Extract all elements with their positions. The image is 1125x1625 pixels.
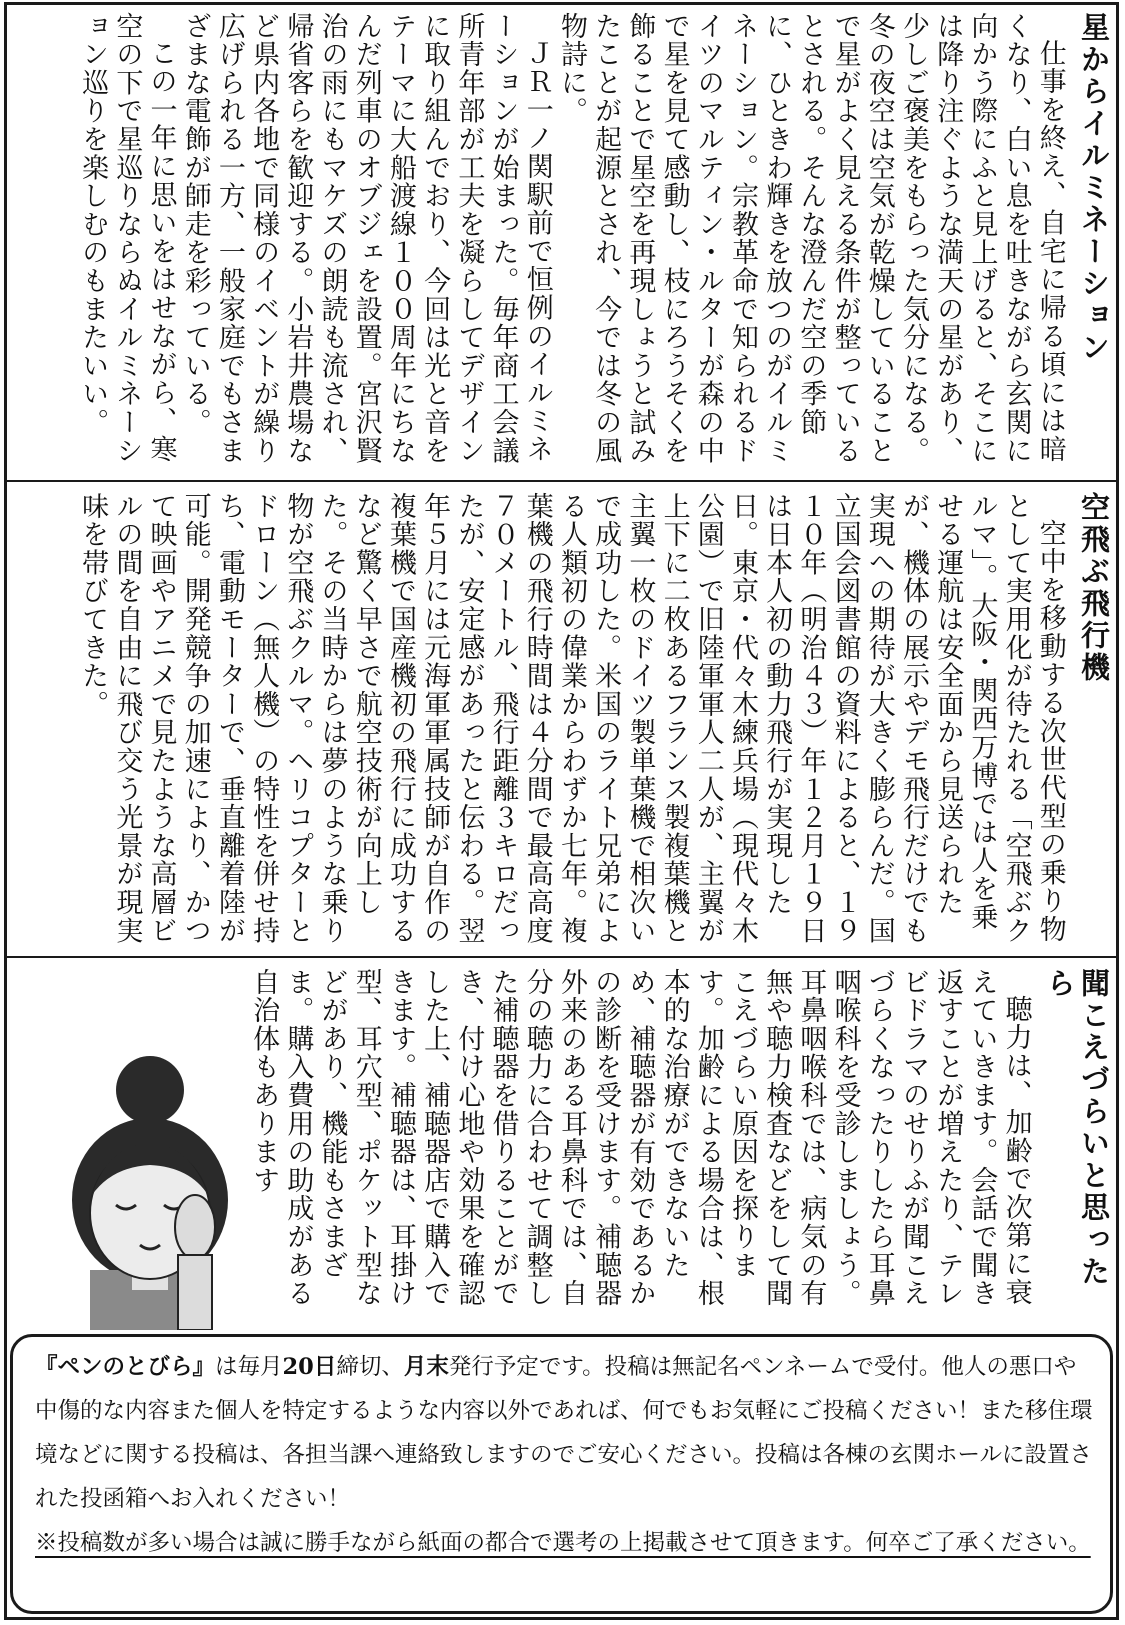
article-stars-illumination xyxy=(4,2,1119,480)
submission-notice xyxy=(10,1334,1113,1614)
hand xyxy=(175,1195,215,1259)
article-paragraph: 仕事を終え、自宅に帰る頃には暗くなり、白い息を吐きながら玄関に向かう際にふと見上げると、そこには降り注ぐような満天の星があり、少しご褒美をもらった気分になる。冬の夜空は空気が乾燥していることで星がよく見える条件が整っているとされる。そんな澄んだ空の季節に、ひときわ輝きを放つのがイルミネーション。宗教革命で知られるドイツのマルティン・ルターが森の中で星を見て感動し、枝にろうそくを飾ることで星空を再現しょうと試みたことが起源とされ、今では冬の風物詩に。 xyxy=(555,12,1066,465)
notice-footnote: ※投稿数が多い場合は誠に勝手ながら紙面の都合で選考の上掲載させて頂きます。何卒ご了承ください。 xyxy=(35,1530,1091,1556)
article-paragraph: 聴力は、加齢で次第に衰えていきます。会話で聞き返すことが増えたり、テレビドラマのせりふが聞こえづらくなったりしたら耳鼻咽喉科を受診しましょう。耳鼻咽喉科では、病気の有無や聴力検査などをして聞こえづらい原因を探ります。加齢による場合は、根本的な治療ができないため、補聴器が有効であるかの診断を受けます。補聴器外来のある耳鼻科では、自分の聴力に合わせて調整した補聴器を借りることができ、付け心地や効果を確認した上、補聴器店で購入できます。補聴器は、耳掛け型、耳穴型、ポケット型などがあり、機能もさまざま。購入費用の助成がある自治体もあります xyxy=(248,968,1032,1308)
article-flying-car xyxy=(4,480,1119,956)
article-body xyxy=(75,12,1111,474)
notice-text: 締切、 xyxy=(336,1354,404,1380)
article-paragraph: この一年に思いをはせながら、寒空の下で星巡りならぬイルミネーション巡りを楽しむのもまたいい。 xyxy=(77,12,177,465)
notice-text: は毎月 xyxy=(215,1354,283,1380)
article-paragraph: ＪＲ一ノ関駅前で恒例のイルミネーションが始まった。毎年商工会議所青年部が工夫を凝らしてデザインに取り組んでおり、今回は光と音をテーマに大船渡線１００周年にちなんだ列車のオブジェを設置。宮沢賢治の雨にもマケズの朗読も流され、帰省客らを歓迎する。小岩井農場など県内各地で同様のイベントが繰り広げられる一方、一般家庭でもさまざまな電飾が師走を彩っている。 xyxy=(179,12,553,465)
newsletter-name: 『ペンのとびら』 xyxy=(35,1354,216,1380)
article-paragraph: 空中を移動する次世代型の乗り物として実用化が待たれる「空飛ぶクルマ」。大阪・関西万博では人を乗せる運航は安全面から見送られたが、機体の展示やデモ飛行だけでも実現への期待が大きく膨らんだ。国立国会図書館の資料によると、１９１０年（明治４３）年１２月１９日は日本人初の動力飛行が実現した日。東京・代々木練兵場（現代々木公園）で旧陸軍軍人二人が、主翼が上下に二枚あるフランス製複葉機と主翼一枚のドイツ製単葉機で相次いで成功した。米国のライト兄弟による人類初の偉業からわずか七年。複葉機の飛行時間は４分間で最高高度７０メートル、飛行距離３キロだったが、安定感があったと伝わる。翌年５月には元海軍軍属技師が自作の複葉機で国産機初の飛行に成功するなど驚く早さで航空技術が向上した。その当時からは夢のような乗り物が空飛ぶクルマ。ヘリコプターとドローン（無人機）の特性を併せ持ち、電動モーターで、垂直離着陸が可能。開発競争の加速により、かつて映画やアニメで見たような高層ビルの間を自由に飛び交う光景が現実味を帯びてきた。 xyxy=(77,492,1066,945)
article-title: 星からイルミネーション xyxy=(1077,12,1111,364)
deadline-day: 20日 xyxy=(282,1354,337,1380)
woman-touching-ear-illustration xyxy=(50,1045,250,1330)
article-body xyxy=(75,492,1111,954)
issue-timing: 月末 xyxy=(403,1354,449,1380)
hair-bun xyxy=(116,1056,184,1124)
notice-text: 発行予定です。投稿は無記名ペンネームで受付。他人の悪口や中傷的な内容また個人を特定するような内容以外であれば、何でもお気軽にご投稿ください！また移住環境などに関する投稿は、各担当課へ連絡致しますのでご安心ください。投稿は各棟の玄関ホールに設置された投函箱へお入れください！ xyxy=(35,1354,1093,1512)
article-title: 聞こえづらいと思ったら xyxy=(1042,968,1111,1288)
article-body xyxy=(246,968,1111,1314)
article-title: 空飛ぶ飛行機 xyxy=(1077,492,1111,684)
arm xyxy=(178,1255,212,1330)
